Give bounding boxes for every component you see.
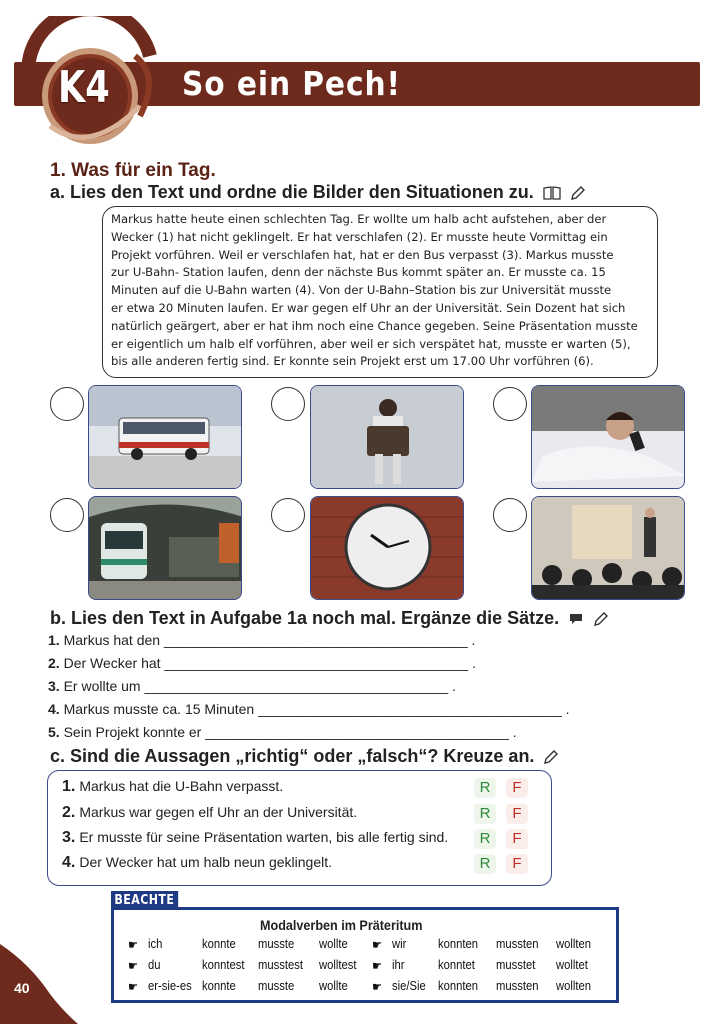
pencil-icon <box>593 611 609 627</box>
verb-form: wolltest <box>319 958 357 972</box>
answer-circle[interactable] <box>50 387 84 421</box>
story-line: Wecker (1) hat nicht geklingelt. Er hat verschlafen (2). Er musste heute Vormittag ein <box>111 229 608 244</box>
pointing-hand-icon: ☛ <box>372 980 383 994</box>
item-number: 1. <box>62 778 76 795</box>
sentence-end: . <box>452 678 456 694</box>
answer-circle[interactable] <box>271 387 305 421</box>
sentence-end: . <box>471 632 476 648</box>
verb-form: musste <box>258 979 295 993</box>
verb-form: konntet <box>438 958 475 972</box>
page-title: So ein Pech! <box>182 64 401 103</box>
verb-form: mussten <box>496 979 539 993</box>
bus-picture <box>88 385 242 489</box>
task-c-heading <box>50 746 559 767</box>
answer-circle[interactable] <box>493 498 527 532</box>
waiting-man-picture <box>310 385 464 489</box>
story-line: Projekt vorführen. Weil er verschlafen hat, hat er den Bus verpasst (3). Markus musste <box>111 247 614 262</box>
statement-4 <box>62 854 332 872</box>
verb-form: konnte <box>202 979 236 993</box>
verb-form: musstest <box>258 958 304 972</box>
item-number: 2. <box>62 804 76 821</box>
statement-2 <box>62 804 357 822</box>
task-b-label: b. Lies den Text in Aufgabe 1a noch mal. Ergänze die Sätze. <box>50 608 560 628</box>
subway-picture <box>88 496 242 600</box>
verb-form: wollte <box>319 979 348 993</box>
pointing-hand-icon: ☛ <box>128 959 139 973</box>
verb-form: musste <box>258 937 295 951</box>
story-line: zur U-Bahn- Station laufen, denn der nächste Bus kommt später an. Er musste ca. 15 <box>111 265 606 280</box>
pronoun: er-sie-es <box>148 979 192 993</box>
sentence-text: Er wollte um <box>63 678 141 694</box>
sentence-text: Markus musste ca. 15 Minuten <box>63 701 255 717</box>
story-line: er eigentlich um halb elf vorführen, aber weil er sich verspätet hat, musste er warten (5), <box>111 336 631 351</box>
page-number: 40 <box>14 980 30 996</box>
sentence-end: . <box>565 701 570 717</box>
clock-picture <box>310 496 464 600</box>
task-c-label: c. Sind die Aussagen „richtig“ oder „falsch“? Kreuze an. <box>50 746 535 766</box>
answer-circle[interactable] <box>493 387 527 421</box>
item-number: 3. <box>62 829 76 846</box>
statement-text: Er musste für seine Präsentation warten, bis alle fertig sind. <box>79 829 449 845</box>
speech-bubble-icon <box>568 612 584 626</box>
fill-sentence-1 <box>48 632 475 648</box>
verb-form: wollten <box>556 937 592 951</box>
story-line: Minuten auf die U-Bahn warten (4). Von der U-Bahn–Station bis zur Universität musste <box>111 283 612 298</box>
verb-form: musstet <box>496 958 536 972</box>
fill-sentence-4 <box>48 701 570 717</box>
item-number: 5. <box>48 724 60 740</box>
sentence-end: . <box>472 655 476 671</box>
item-number: 4. <box>48 701 60 717</box>
falsch-checkbox[interactable]: F <box>506 854 528 874</box>
fill-sentence-5 <box>48 724 517 740</box>
pronoun: sie/Sie <box>392 979 426 993</box>
richtig-checkbox[interactable]: R <box>474 829 496 849</box>
statement-text: Markus war gegen elf Uhr an der Universität. <box>79 804 358 820</box>
pronoun: wir <box>392 937 407 951</box>
story-line: er etwa 20 Minuten laufen. Er war gegen elf Uhr an der Universität. Sein Dozent hat sich <box>111 300 626 315</box>
beachte-tag: BEACHTE <box>111 891 178 910</box>
overslept-picture <box>531 385 685 489</box>
answer-blank[interactable]: _______________________________________ <box>205 724 509 740</box>
answer-blank[interactable]: _______________________________________ <box>164 655 469 671</box>
falsch-checkbox[interactable]: F <box>506 778 528 798</box>
verb-form: mussten <box>496 937 539 951</box>
pointing-hand-icon: ☛ <box>128 980 139 994</box>
task-a-heading <box>50 182 586 203</box>
answer-blank[interactable]: _______________________________________ <box>163 632 468 648</box>
story-line: Markus hatte heute einen schlechten Tag. Er wollte um halb acht aufstehen, aber der <box>111 212 607 226</box>
statement-text: Markus hat die U-Bahn verpasst. <box>79 778 284 794</box>
story-textbox <box>102 206 658 378</box>
verb-form: wolltet <box>556 958 588 972</box>
pencil-icon <box>543 749 559 765</box>
sentence-text: Markus hat den <box>63 632 161 648</box>
task-a-label: a. Lies den Text und ordne die Bilder den Situationen zu. <box>50 182 534 202</box>
falsch-checkbox[interactable]: F <box>506 804 528 824</box>
pointing-hand-icon: ☛ <box>128 938 139 952</box>
story-line: bis alle anderen fertig sind. Er konnte sein Projekt erst um 17.00 Uhr vorführen (6). <box>111 354 594 369</box>
verb-form: konnten <box>438 979 479 993</box>
answer-circle[interactable] <box>271 498 305 532</box>
verb-form: konnten <box>438 937 479 951</box>
pronoun: du <box>148 958 161 972</box>
item-number: 4. <box>62 854 76 871</box>
verb-form: wollte <box>319 937 348 951</box>
verb-form: wollten <box>556 979 592 993</box>
answer-blank[interactable]: _______________________________________ <box>144 678 449 694</box>
chapter-badge: K4 <box>58 62 110 113</box>
richtig-checkbox[interactable]: R <box>474 804 496 824</box>
richtig-checkbox[interactable]: R <box>474 854 496 874</box>
statement-1 <box>62 778 283 796</box>
item-number: 2. <box>48 655 60 671</box>
grammar-title: Modalverben im Präteritum <box>260 917 423 933</box>
fill-sentence-3 <box>48 678 456 694</box>
item-number: 3. <box>48 678 60 694</box>
pointing-hand-icon: ☛ <box>372 938 383 952</box>
pencil-icon <box>570 185 586 201</box>
pronoun: ihr <box>392 958 405 972</box>
fill-sentence-2 <box>48 655 476 671</box>
sentence-end: . <box>512 724 517 740</box>
sentence-text: Sein Projekt konnte er <box>63 724 202 740</box>
falsch-checkbox[interactable]: F <box>506 829 528 849</box>
verb-form: konnte <box>202 937 236 951</box>
pronoun: ich <box>148 937 163 951</box>
sentence-text: Der Wecker hat <box>63 655 161 671</box>
answer-blank[interactable]: _______________________________________ <box>258 701 562 717</box>
richtig-checkbox[interactable]: R <box>474 778 496 798</box>
presentation-picture <box>531 496 685 600</box>
page-corner-decoration <box>0 944 80 1024</box>
item-number: 1. <box>48 632 60 648</box>
verb-form: konntest <box>202 958 245 972</box>
statement-3 <box>62 829 448 847</box>
pointing-hand-icon: ☛ <box>372 959 383 973</box>
answer-circle[interactable] <box>50 498 84 532</box>
section-title: 1. Was für ein Tag. <box>50 160 216 181</box>
story-line: natürlich geärgert, aber er hat ihm noch eine Chance gegeben. Seine Präsentation musste <box>111 318 638 333</box>
task-b-heading <box>50 608 609 629</box>
book-icon <box>543 186 561 200</box>
statement-text: Der Wecker hat um halb neun geklingelt. <box>79 854 332 870</box>
